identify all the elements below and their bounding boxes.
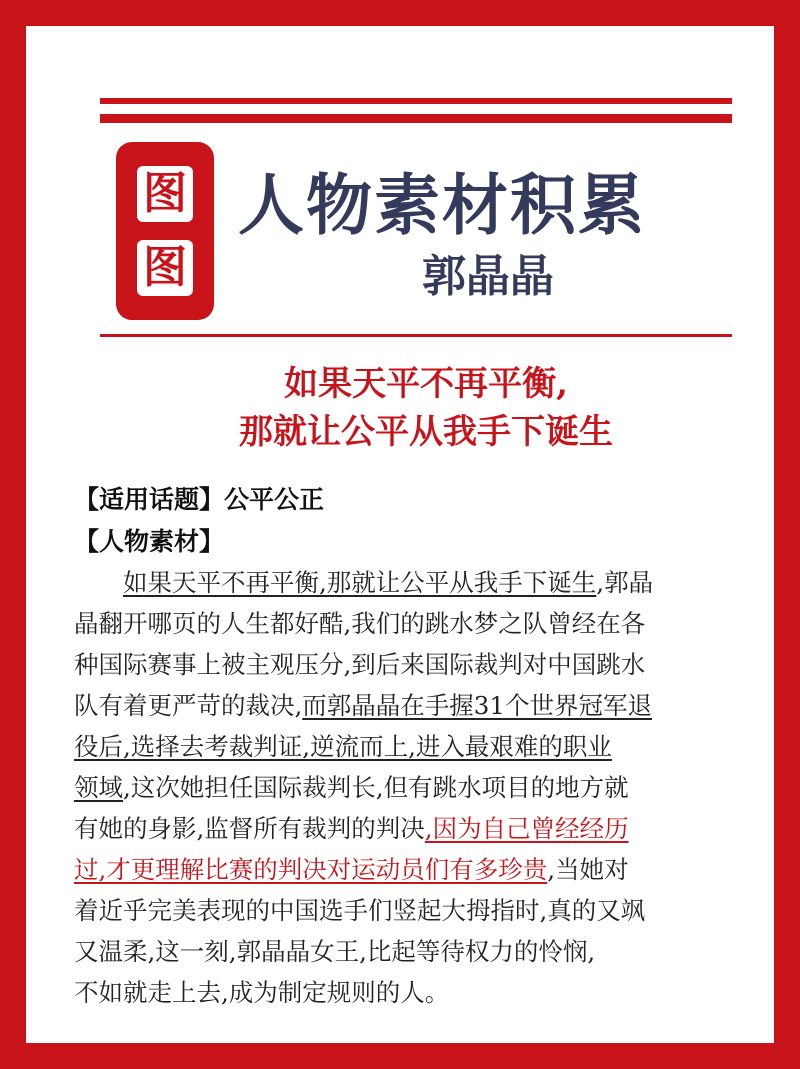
topic-label: 【适用话题】 xyxy=(74,485,225,514)
underlined-text: 役后,选择去考裁判证,逆流而上,进入最艰难的职业 xyxy=(74,732,612,761)
body-line: 着近乎完美表现的中国选手们竖起大拇指时,真的又飒 xyxy=(74,896,646,925)
top-rule-thick xyxy=(100,114,732,123)
body-line: 不如就走上去,成为制定规则的人。 xyxy=(74,978,450,1007)
badge-char-1: 图 xyxy=(137,166,193,222)
highlighted-text: 过,才更理解比赛的判决对运动员们有多珍贵 xyxy=(74,855,548,884)
header-divider xyxy=(100,334,732,337)
body-line xyxy=(74,726,776,767)
body-text: 队有着更严苛的裁决, xyxy=(74,691,303,720)
body-line xyxy=(74,767,776,808)
page-title: 人物素材积累 xyxy=(238,167,646,244)
badge-char-2: 图 xyxy=(137,240,193,296)
body-line: 种国际赛事上被主观压分,到后来国际裁判对中国跳水 xyxy=(74,650,646,679)
material-body xyxy=(74,562,776,1013)
underlined-text: 而郭晶晶在手握31个世界冠军退 xyxy=(302,691,652,720)
topic-value: 公平公正 xyxy=(224,485,325,514)
underlined-text: 如果天平不再平衡,那就让公平从我手下诞生 xyxy=(123,568,597,597)
body-line: 又温柔,这一刻,郭晶晶女王,比起等待权力的怜悯, xyxy=(74,937,596,966)
underlined-text: 领域 xyxy=(74,773,123,802)
body-text: ,当她对 xyxy=(547,855,629,884)
highlighted-text: ,因为自己曾经经历 xyxy=(424,814,629,843)
body-text: 有她的身影,监督所有裁判的判决 xyxy=(74,814,425,843)
body-line xyxy=(74,685,776,726)
material-label: 【人物素材】 xyxy=(74,527,225,556)
body-line xyxy=(74,849,776,890)
headline-line-2: 那就让公平从我手下诞生 xyxy=(239,412,613,452)
top-rule-thin xyxy=(100,98,732,104)
body-text: ,郭晶 xyxy=(596,568,654,597)
person-name: 郭晶晶 xyxy=(422,251,554,302)
headline-line-1: 如果天平不再平衡, xyxy=(284,364,568,404)
body-line: 晶翻开哪页的人生都好酷,我们的跳水梦之队曾经在各 xyxy=(74,609,646,638)
body-line xyxy=(74,562,776,603)
badge-tag xyxy=(116,142,214,320)
body-text: ,这次她担任国际裁判长,但有跳水项目的地方就 xyxy=(123,773,629,802)
topic-row xyxy=(74,480,324,516)
body-line xyxy=(74,808,776,849)
